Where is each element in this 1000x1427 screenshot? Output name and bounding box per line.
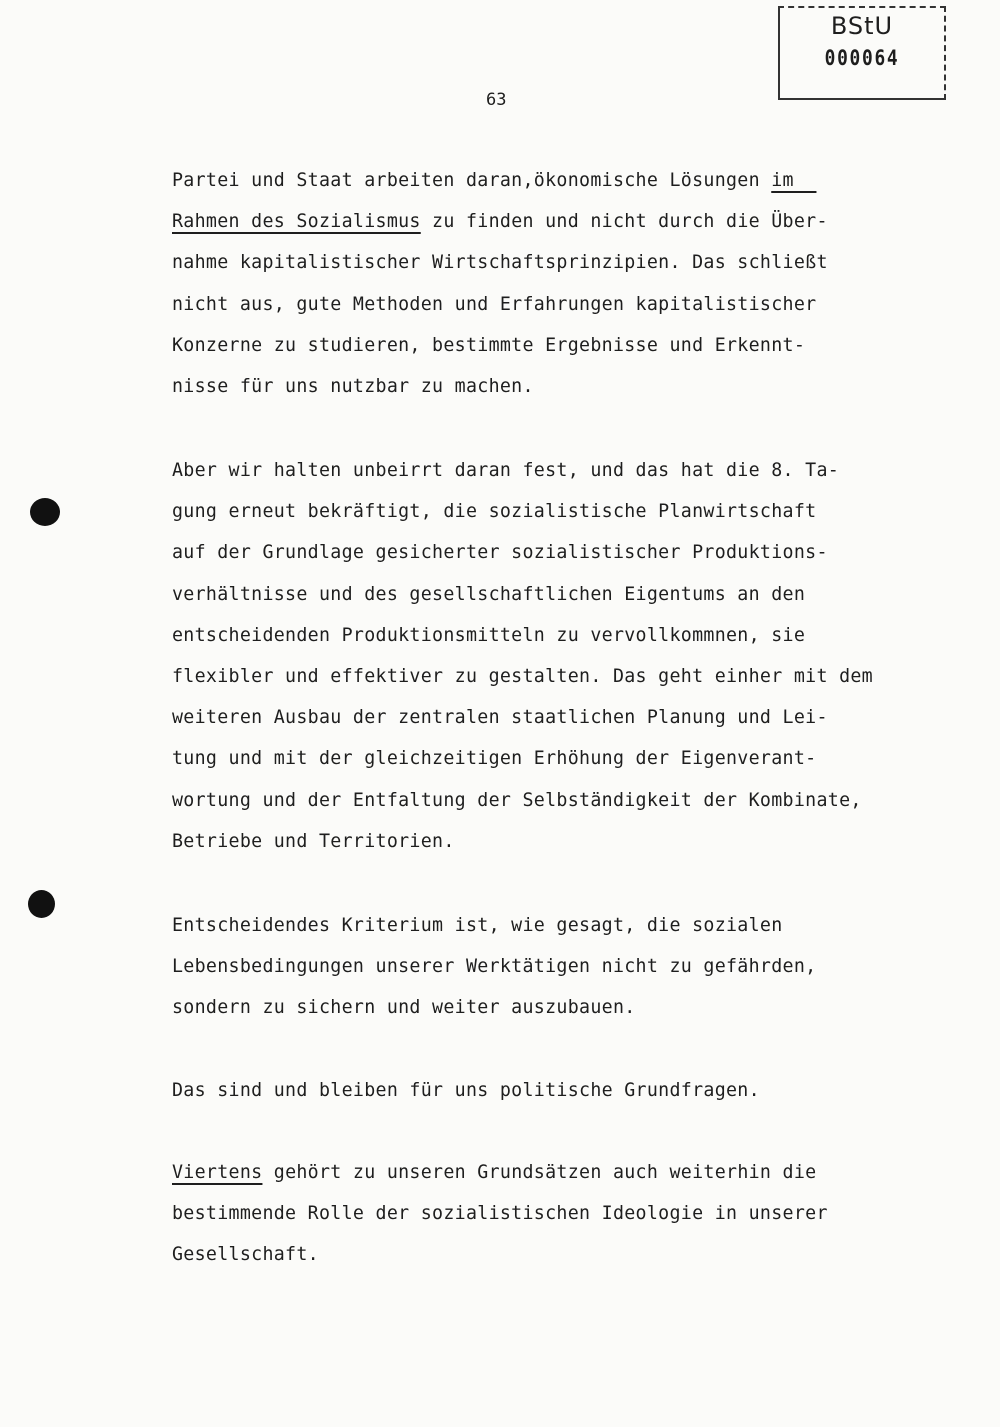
text-segment: nicht aus, gute Methoden und Erfahrungen kapitalistischer [172,293,817,315]
text-segment: Das sind und bleiben für uns politische Grundfragen. [172,1080,760,1101]
text-segment: Gesellschaft. [172,1244,319,1266]
text-line [172,905,962,946]
paragraph-4 [172,1070,962,1111]
text-line [172,697,962,738]
underlined-text: Rahmen des Sozialismus [172,211,421,233]
text-segment: zu finden und nicht durch die Über- [420,211,828,233]
text-line [172,1234,962,1275]
text-segment: auf der Grundlage gesicherter sozialistischer Produktions- [172,542,828,564]
stamp-number: 000064 [824,46,900,70]
underlined-text: im [771,170,817,191]
text-line [172,780,962,821]
text-segment: Konzerne zu studieren, bestimmte Ergebnisse und Erkennt- [172,334,806,356]
text-line [172,656,962,697]
text-segment: Lebensbedingungen unserer Werktätigen nicht zu gefährden, [172,956,817,978]
stamp-org: BStU [830,12,894,40]
text-line [172,1193,962,1234]
text-line [172,946,962,987]
text-line [172,284,962,325]
text-line [172,201,962,242]
text-segment: nisse für uns nutzbar zu machen. [172,376,534,398]
text-segment: gehört zu unseren Grundsätzen auch weiterhin die [262,1162,817,1183]
text-line [172,491,962,532]
page-number: 63 [486,90,507,110]
text-line [172,987,962,1028]
text-line [172,450,962,491]
text-line [172,615,962,656]
text-segment: Aber wir halten unbeirrt daran fest, und das hat die 8. Ta- [172,460,840,481]
text-line [172,532,962,573]
text-segment: entscheidenden Produktionsmitteln zu vervollkommnen, sie [172,624,806,646]
text-segment: verhältnisse und des gesellschaftlichen Eigentums an den [172,583,806,605]
text-segment: sondern zu sichern und weiter auszubauen. [172,997,636,1019]
text-line [172,574,962,615]
text-segment: wortung und der Entfaltung der Selbständigkeit der Kombinate, [172,789,862,811]
paragraph-1 [172,160,962,407]
text-segment: flexibler und effektiver zu gestalten. Das geht einher mit dem [172,666,873,688]
underlined-text: Viertens [172,1162,263,1183]
paragraph-3 [172,905,962,1029]
text-segment: nahme kapitalistischer Wirtschaftsprinzipien. Das schließt [172,252,828,274]
text-line [172,366,962,407]
archive-stamp [778,6,946,100]
text-line [172,738,962,779]
text-line [172,1070,962,1111]
text-line [172,242,962,283]
text-line [172,1152,962,1193]
text-segment: Betriebe und Territorien. [172,830,455,852]
text-line [172,325,962,366]
text-segment: tung und mit der gleichzeitigen Erhöhung der Eigenverant- [172,748,817,770]
text-line [172,821,962,862]
text-line [172,160,962,201]
text-segment: gung erneut bekräftigt, die sozialistische Planwirtschaft [172,501,817,523]
punch-hole-bottom [28,890,55,918]
paragraph-5 [172,1152,962,1276]
text-segment: weiteren Ausbau der zentralen staatlichen Planung und Lei- [172,707,828,729]
punch-hole-top [30,498,60,526]
text-segment: Entscheidendes Kriterium ist, wie gesagt, die sozialen [172,915,783,936]
text-segment: Partei und Staat arbeiten daran,ökonomische Lösungen [172,170,772,191]
paragraph-2 [172,450,962,862]
text-segment: bestimmende Rolle der sozialistischen Ideologie in unserer [172,1203,828,1225]
